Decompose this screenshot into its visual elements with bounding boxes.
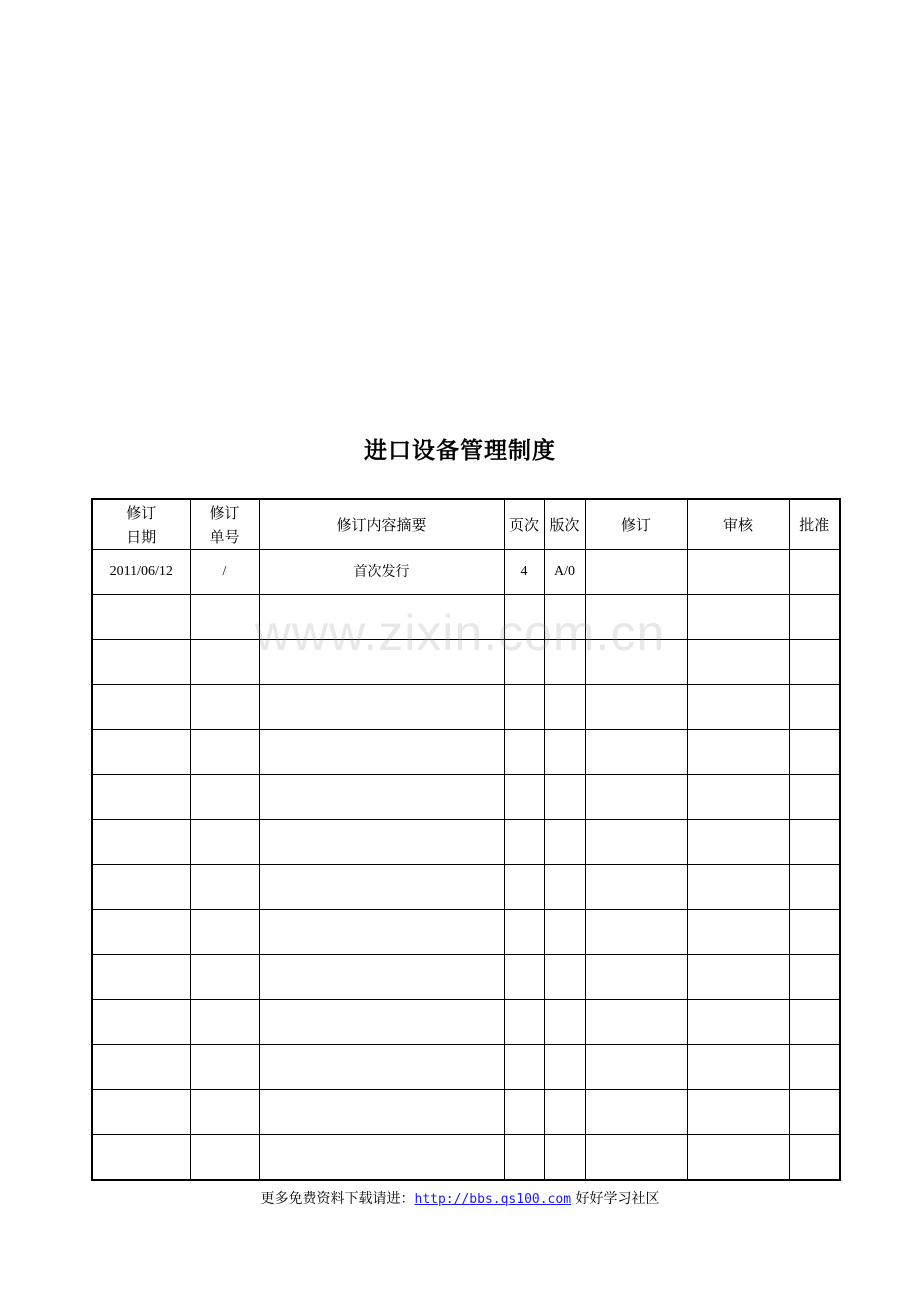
number-cell <box>190 865 259 910</box>
summary-cell <box>259 1090 504 1135</box>
version-cell <box>544 1090 585 1135</box>
footer-prefix: 更多免费资料下载请进： <box>260 1191 415 1207</box>
summary-cell <box>259 685 504 730</box>
table-row <box>92 640 840 685</box>
page-cell <box>504 820 544 865</box>
header-line: 日期 <box>126 527 157 546</box>
summary-cell <box>259 775 504 820</box>
reviewed-by-cell <box>687 730 789 775</box>
reviewed-by-cell <box>687 820 789 865</box>
footer <box>0 1188 920 1208</box>
revised-by-cell <box>585 640 687 685</box>
version-cell: A/0 <box>544 550 585 595</box>
summary-cell <box>259 730 504 775</box>
summary-cell <box>259 595 504 640</box>
page-cell <box>504 685 544 730</box>
date-cell <box>92 775 190 820</box>
reviewed-by-cell <box>687 865 789 910</box>
approved-by-cell <box>789 730 840 775</box>
header-line: 修订 <box>126 503 157 522</box>
date-cell <box>92 955 190 1000</box>
date-cell <box>92 865 190 910</box>
version-cell <box>544 820 585 865</box>
header-revision-date <box>92 499 190 550</box>
header-revised-by: 修订 <box>585 499 687 550</box>
table-row <box>92 685 840 730</box>
header-approved-by: 批准 <box>789 499 840 550</box>
table-row <box>92 595 840 640</box>
page-cell <box>504 865 544 910</box>
version-cell <box>544 910 585 955</box>
page-cell <box>504 1135 544 1181</box>
document-title: 进口设备管理制度 <box>364 438 556 464</box>
revised-by-cell <box>585 1090 687 1135</box>
approved-by-cell <box>789 1045 840 1090</box>
header-line: 修订 <box>209 503 240 522</box>
header-revision-summary: 修订内容摘要 <box>259 499 504 550</box>
reviewed-by-cell <box>687 685 789 730</box>
version-cell <box>544 640 585 685</box>
table-body <box>92 550 840 1181</box>
number-cell <box>190 1000 259 1045</box>
reviewed-by-cell <box>687 640 789 685</box>
revised-by-cell <box>585 685 687 730</box>
revised-by-cell <box>585 910 687 955</box>
approved-by-cell <box>789 685 840 730</box>
reviewed-by-cell <box>687 550 789 595</box>
approved-by-cell <box>789 1090 840 1135</box>
table-row <box>92 1135 840 1181</box>
revised-by-cell <box>585 1045 687 1090</box>
version-cell <box>544 595 585 640</box>
revised-by-cell <box>585 1135 687 1181</box>
number-cell <box>190 640 259 685</box>
number-cell <box>190 685 259 730</box>
header-reviewed-by: 审核 <box>687 499 789 550</box>
page-cell <box>504 730 544 775</box>
page-cell <box>504 1045 544 1090</box>
reviewed-by-cell <box>687 1045 789 1090</box>
approved-by-cell <box>789 775 840 820</box>
summary-cell <box>259 1000 504 1045</box>
summary-cell <box>259 955 504 1000</box>
page-cell <box>504 1000 544 1045</box>
table-row <box>92 865 840 910</box>
version-cell <box>544 685 585 730</box>
revised-by-cell <box>585 865 687 910</box>
approved-by-cell <box>789 1000 840 1045</box>
watermark: www.zixin.com.cn <box>254 605 666 661</box>
number-cell <box>190 1045 259 1090</box>
summary-cell <box>259 1135 504 1181</box>
table-row <box>92 1000 840 1045</box>
page-cell <box>504 1090 544 1135</box>
revision-table <box>91 498 841 1181</box>
reviewed-by-cell <box>687 1135 789 1181</box>
number-cell <box>190 955 259 1000</box>
date-cell <box>92 595 190 640</box>
header-page: 页次 <box>504 499 544 550</box>
date-cell <box>92 685 190 730</box>
date-cell <box>92 820 190 865</box>
table-row <box>92 910 840 955</box>
date-cell <box>92 1090 190 1135</box>
date-cell <box>92 1135 190 1181</box>
summary-cell <box>259 820 504 865</box>
version-cell <box>544 1135 585 1181</box>
version-cell <box>544 730 585 775</box>
revised-by-cell <box>585 775 687 820</box>
summary-cell <box>259 865 504 910</box>
date-cell: 2011/06/12 <box>92 550 190 595</box>
revised-by-cell <box>585 820 687 865</box>
table-row <box>92 775 840 820</box>
table-header-row <box>92 499 840 550</box>
reviewed-by-cell <box>687 1090 789 1135</box>
reviewed-by-cell <box>687 775 789 820</box>
footer-link[interactable]: http://bbs.qs100.com <box>414 1192 572 1207</box>
approved-by-cell <box>789 955 840 1000</box>
header-line: 单号 <box>209 527 240 546</box>
header-version: 版次 <box>544 499 585 550</box>
page-cell <box>504 595 544 640</box>
number-cell: / <box>190 550 259 595</box>
revised-by-cell <box>585 1000 687 1045</box>
summary-cell: 首次发行 <box>259 550 504 595</box>
number-cell <box>190 730 259 775</box>
table-row <box>92 820 840 865</box>
number-cell <box>190 1135 259 1181</box>
header-revision-number <box>190 499 259 550</box>
approved-by-cell <box>789 865 840 910</box>
version-cell <box>544 865 585 910</box>
approved-by-cell <box>789 640 840 685</box>
revised-by-cell <box>585 730 687 775</box>
page-cell <box>504 910 544 955</box>
reviewed-by-cell <box>687 955 789 1000</box>
revised-by-cell <box>585 595 687 640</box>
reviewed-by-cell <box>687 910 789 955</box>
version-cell <box>544 955 585 1000</box>
date-cell <box>92 730 190 775</box>
table-row <box>92 955 840 1000</box>
number-cell <box>190 820 259 865</box>
number-cell <box>190 595 259 640</box>
date-cell <box>92 640 190 685</box>
approved-by-cell <box>789 1135 840 1181</box>
approved-by-cell <box>789 910 840 955</box>
page-cell <box>504 955 544 1000</box>
page-cell: 4 <box>504 550 544 595</box>
number-cell <box>190 910 259 955</box>
page-cell <box>504 775 544 820</box>
approved-by-cell <box>789 820 840 865</box>
summary-cell <box>259 640 504 685</box>
date-cell <box>92 1000 190 1045</box>
revised-by-cell <box>585 955 687 1000</box>
summary-cell <box>259 1045 504 1090</box>
number-cell <box>190 775 259 820</box>
summary-cell <box>259 910 504 955</box>
table-row <box>92 550 840 595</box>
revised-by-cell <box>585 550 687 595</box>
reviewed-by-cell <box>687 595 789 640</box>
table-row <box>92 730 840 775</box>
table-row <box>92 1090 840 1135</box>
page-cell <box>504 640 544 685</box>
approved-by-cell <box>789 550 840 595</box>
table-row <box>92 1045 840 1090</box>
footer-suffix: 好好学习社区 <box>575 1191 660 1207</box>
version-cell <box>544 775 585 820</box>
date-cell <box>92 910 190 955</box>
version-cell <box>544 1000 585 1045</box>
number-cell <box>190 1090 259 1135</box>
version-cell <box>544 1045 585 1090</box>
reviewed-by-cell <box>687 1000 789 1045</box>
date-cell <box>92 1045 190 1090</box>
approved-by-cell <box>789 595 840 640</box>
